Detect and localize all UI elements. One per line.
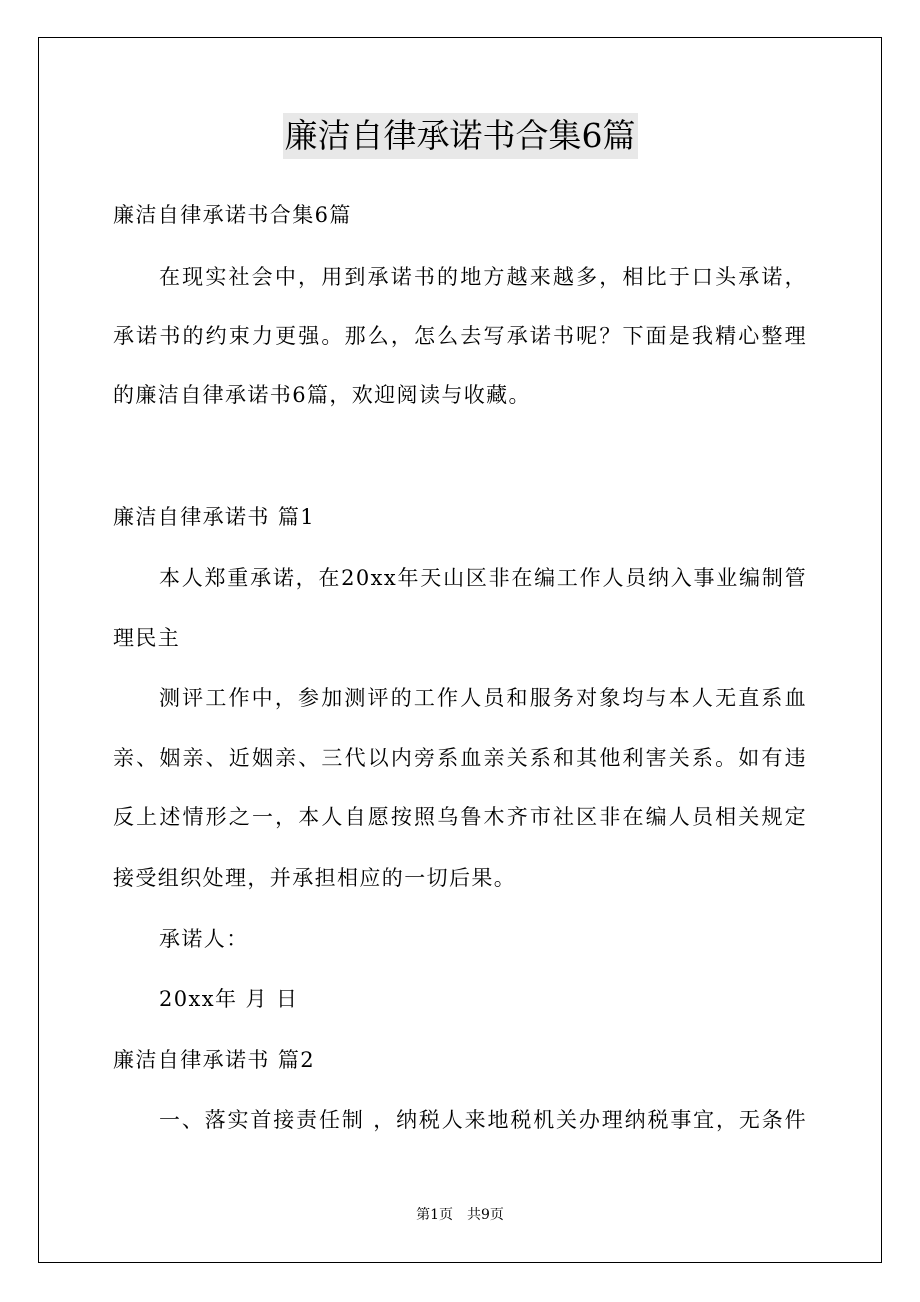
- section-1-para1-line-2: 理民主: [113, 626, 181, 650]
- intro-line-2: 承诺书的约束力更强。那么，怎么去写承诺书呢？下面是我精心整理: [113, 324, 807, 348]
- signature-date: 20xx年 月 日: [159, 987, 299, 1011]
- section-2-heading: 廉洁自律承诺书 篇2: [113, 1048, 316, 1072]
- section-1-para1-line-1: 本人郑重承诺，在20xx年天山区非在编工作人员纳入事业编制管: [159, 566, 807, 590]
- section-1-para2-line-1: 测评工作中，参加测评的工作人员和服务对象均与本人无直系血: [159, 686, 807, 710]
- section-1-heading: 廉洁自律承诺书 篇1: [113, 505, 316, 529]
- signer-label: 承诺人：: [159, 927, 249, 951]
- section-2-para1-line-1: 一、落实首接责任制 ，纳税人来地税机关办理纳税事宜，无条件: [159, 1108, 807, 1132]
- section-1-para2-line-3: 反上述情形之一，本人自愿按照乌鲁木齐市社区非在编人员相关规定: [113, 805, 807, 829]
- title-container: [0, 113, 920, 159]
- page-total: 共9页: [467, 1207, 504, 1223]
- document-title: 廉洁自律承诺书合集6篇: [283, 113, 638, 159]
- intro-line-1: 在现实社会中，用到承诺书的地方越来越多，相比于口头承诺，: [159, 265, 807, 289]
- page-footer: [0, 1206, 920, 1224]
- page-number: 第1页: [416, 1207, 453, 1223]
- document-subtitle: 廉洁自律承诺书合集6篇: [113, 203, 352, 227]
- section-1-para2-line-4: 接受组织处理，并承担相应的一切后果。: [113, 866, 517, 890]
- intro-line-3: 的廉洁自律承诺书6篇，欢迎阅读与收藏。: [113, 383, 531, 407]
- section-1-para2-line-2: 亲、姻亲、近姻亲、三代以内旁系血亲关系和其他利害关系。如有违: [113, 746, 807, 770]
